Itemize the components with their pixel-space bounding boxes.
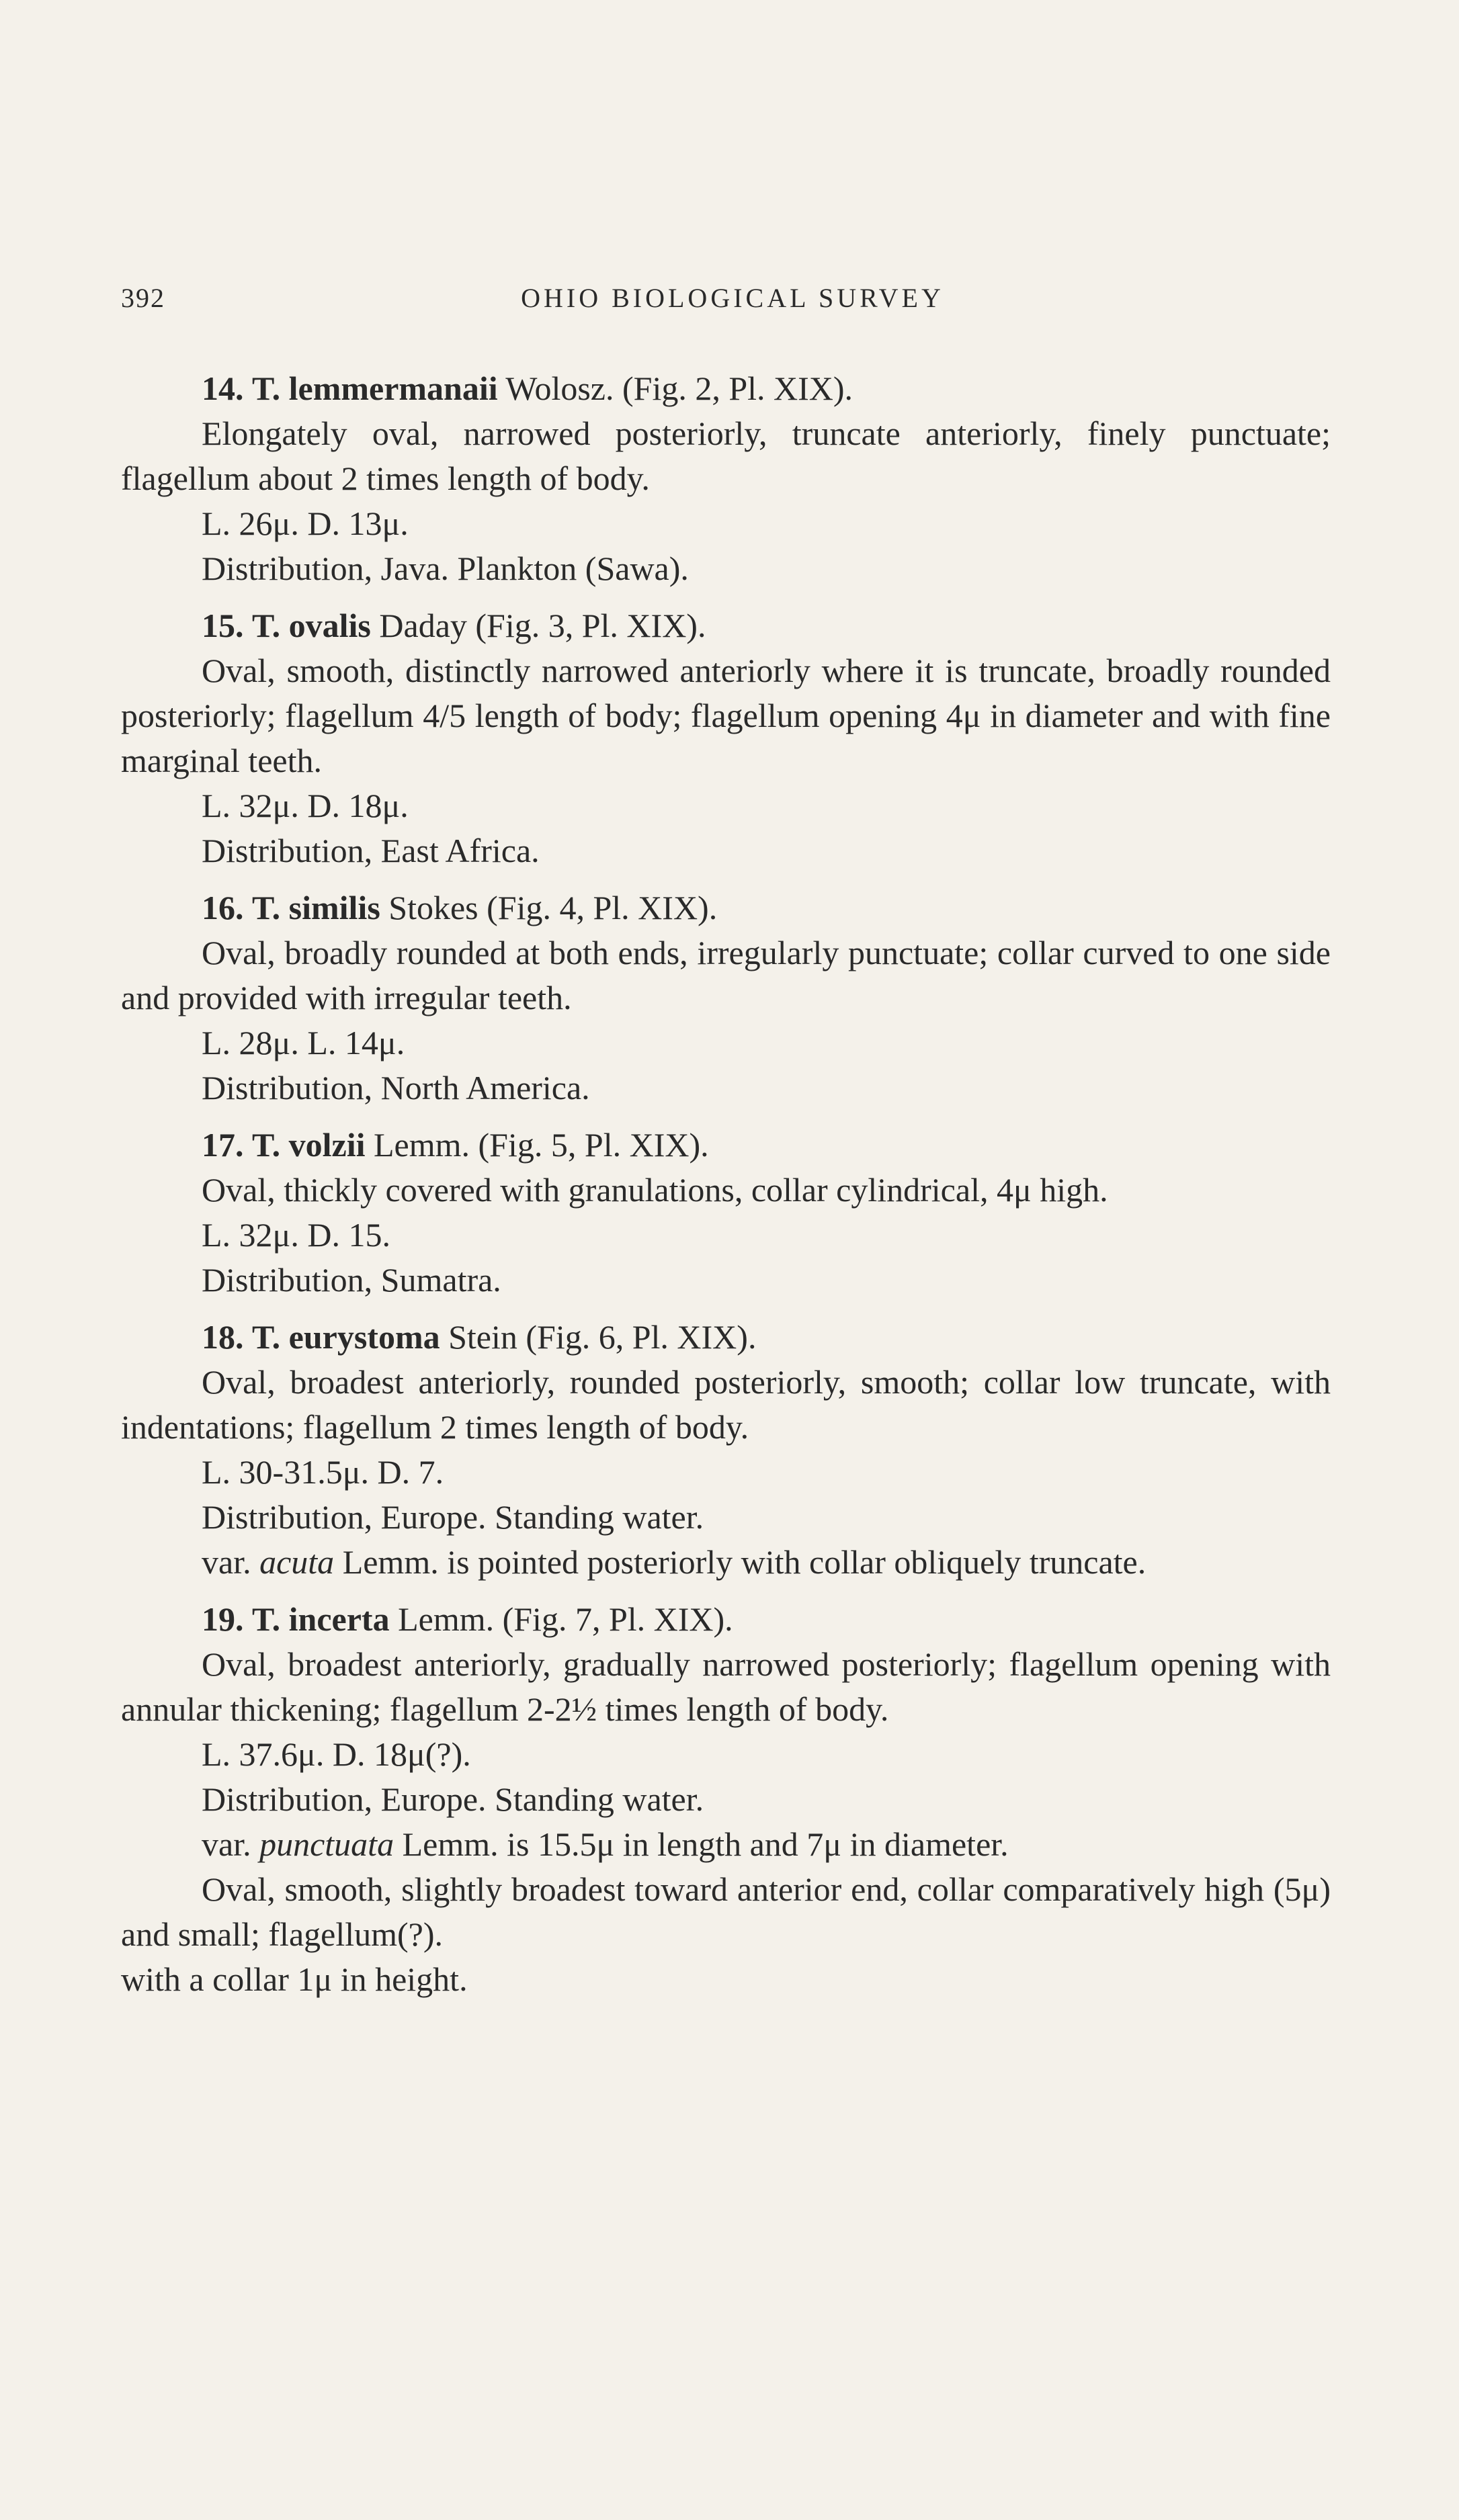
entry-distribution: Distribution, Europe. Standing water.	[202, 1780, 704, 1818]
entry-description: Oval, thickly covered with granulations, collar cylindrical, 4μ high.	[202, 1171, 1108, 1209]
entry-description: Oval, broadly rounded at both ends, irregularly punctuate; collar curved to one side and provided with irregular teeth.	[121, 934, 1331, 1016]
entry-description: Oval, broadest anteriorly, rounded posteriorly, smooth; collar low truncate, with indentations; flagellum 2 times length of body.	[121, 1363, 1331, 1446]
entry-distribution: Distribution, North America.	[202, 1069, 590, 1106]
entry-measurements: L. 30-31.5μ. D. 7.	[202, 1453, 444, 1491]
entry-reference: Lemm. (Fig. 5, Pl. XIX).	[365, 1126, 709, 1164]
variety-prefix: var.	[202, 1825, 260, 1863]
species-name: T. ovalis	[252, 607, 371, 644]
entry-heading	[121, 885, 1331, 930]
entry-distribution: Distribution, Europe. Standing water.	[202, 1498, 704, 1536]
entry-distribution: Distribution, Java. Plankton (Sawa).	[202, 550, 689, 587]
entry-reference: Lemm. (Fig. 7, Pl. XIX).	[389, 1600, 733, 1638]
entry-heading	[121, 1315, 1331, 1360]
species-name: T. volzii	[252, 1126, 366, 1164]
variety-text: Lemm. is 15.5μ in length and 7μ in diameter.	[394, 1825, 1009, 1863]
variety-note	[121, 1822, 1331, 1867]
entry-reference: Stokes (Fig. 4, Pl. XIX).	[380, 889, 718, 926]
entry-number: 14.	[202, 370, 244, 407]
species-name: T. similis	[252, 889, 380, 926]
running-title: OHIO BIOLOGICAL SURVEY	[521, 283, 944, 313]
page-number: 392	[121, 283, 165, 313]
entry-description: Oval, broadest anteriorly, gradually narrowed posteriorly; flagellum opening with annular thickening; flagellum 2-2½ times length of body.	[121, 1645, 1331, 1728]
entry-measurements: L. 28μ. L. 14μ.	[202, 1024, 405, 1061]
entry-reference: Wolosz. (Fig. 2, Pl. XIX).	[497, 370, 853, 407]
entry-measurements: L. 32μ. D. 18μ.	[202, 787, 409, 824]
species-name: T. lemmermanaii	[252, 370, 498, 407]
entry-number: 16.	[202, 889, 244, 926]
entry-heading	[121, 366, 1331, 411]
entry-description: Elongately oval, narrowed posteriorly, truncate anteriorly, finely punctuate; flagellum about 2 times length of body.	[121, 415, 1331, 497]
entry-distribution: Distribution, East Africa.	[202, 832, 540, 869]
entry-measurements: L. 26μ. D. 13μ.	[202, 505, 409, 542]
entry-reference: Daday (Fig. 3, Pl. XIX).	[370, 607, 706, 644]
page-header	[121, 282, 1344, 322]
variety-note	[121, 1540, 1331, 1585]
species-name: T. incerta	[252, 1600, 390, 1638]
entry-heading	[121, 603, 1331, 648]
entry-reference: Stein (Fig. 6, Pl. XIX).	[440, 1318, 757, 1356]
entry-extra-line: with a collar 1μ in height.	[121, 1960, 468, 1998]
species-name: T. eurystoma	[252, 1318, 440, 1356]
entry-heading	[121, 1597, 1331, 1642]
entry-measurements: L. 32μ. D. 15.	[202, 1216, 390, 1254]
entry-description: Oval, smooth, distinctly narrowed anteriorly where it is truncate, broadly rounded posteriorly; flagellum 4/5 length of body; flagellum opening 4μ in diameter and with fine marginal teeth.	[121, 652, 1331, 779]
entry-extra-description: Oval, smooth, slightly broadest toward anterior end, collar comparatively high (5μ) and small; flagellum(?).	[121, 1870, 1331, 1953]
entry-number: 17.	[202, 1126, 244, 1164]
entry-distribution: Distribution, Sumatra.	[202, 1261, 501, 1299]
variety-name: acuta	[259, 1543, 335, 1581]
entry-number: 15.	[202, 607, 244, 644]
entry-number: 18.	[202, 1318, 244, 1356]
entry-heading	[121, 1123, 1331, 1168]
variety-name: punctuata	[259, 1825, 394, 1863]
entry-number: 19.	[202, 1600, 244, 1638]
variety-prefix: var.	[202, 1543, 260, 1581]
variety-text: Lemm. is pointed posteriorly with collar obliquely truncate.	[334, 1543, 1147, 1581]
page-body	[121, 366, 1331, 2002]
entry-measurements: L. 37.6μ. D. 18μ(?).	[202, 1735, 471, 1773]
